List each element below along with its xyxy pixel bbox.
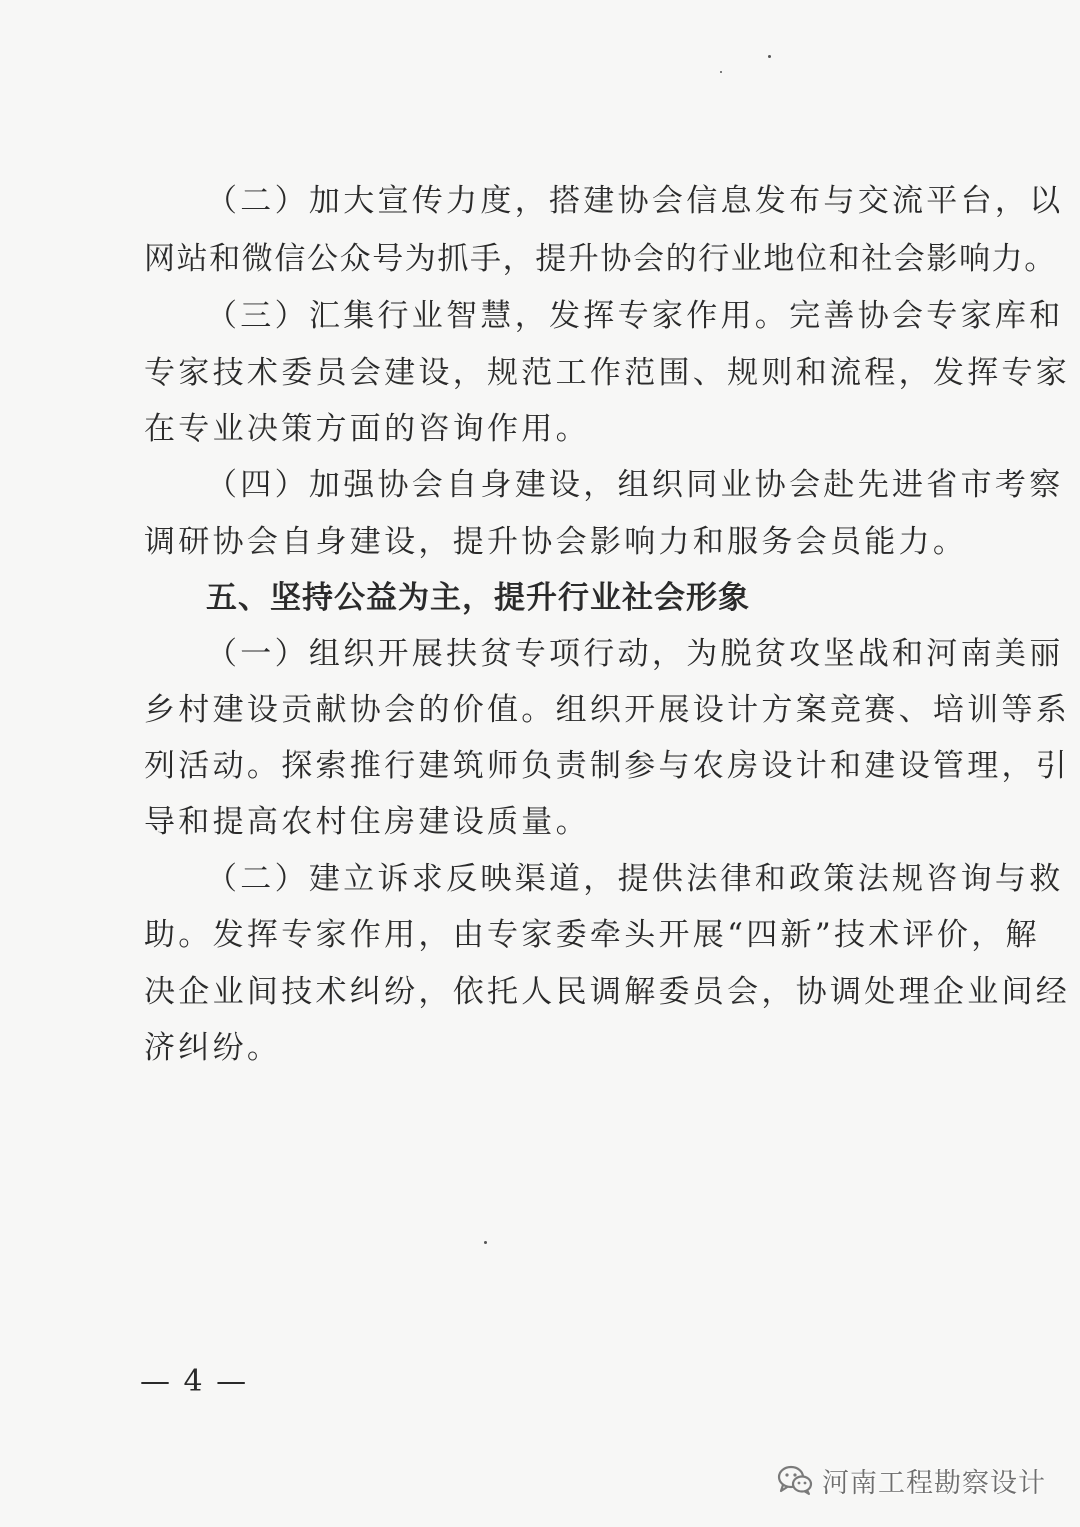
- scan-speck: [484, 1241, 487, 1244]
- section-heading: 五、坚持公益为主，提升行业社会形象: [206, 580, 750, 616]
- paragraph-line: 在专业决策方面的咨询作用。: [144, 411, 590, 447]
- paragraph-line: 列活动。探索推行建筑师负责制参与农房设计和建设管理，引: [144, 748, 1071, 784]
- page-number: — 4 —: [140, 1364, 249, 1399]
- paragraph-line: （二）建立诉求反映渠道，提供法律和政策法规咨询与救: [206, 861, 1064, 897]
- watermark-text: 河南工程勘察设计: [822, 1467, 1046, 1499]
- scan-speck: [768, 55, 771, 58]
- paragraph-line: 网站和微信公众号为抓手，提升协会的行业地位和社会影响力。: [144, 241, 1057, 277]
- watermark: [776, 1460, 1046, 1500]
- paragraph-line: 济纠纷。: [144, 1030, 282, 1066]
- paragraph-line: 专家技术委员会建设，规范工作范围、规则和流程，发挥专家: [144, 355, 1071, 391]
- paragraph-line: （四）加强协会自身建设，组织同业协会赴先进省市考察: [206, 467, 1064, 503]
- paragraph-line: 助。发挥专家作用，由专家委牵头开展“四新”技术评价，解: [144, 917, 1040, 953]
- paragraph-line: （一）组织开展扶贫专项行动，为脱贫攻坚战和河南美丽: [206, 636, 1064, 672]
- paragraph-line: 导和提高农村住房建设质量。: [144, 804, 590, 840]
- wechat-icon: [776, 1464, 814, 1496]
- paragraph-line: 决企业间技术纠纷，依托人民调解委员会，协调处理企业间经: [144, 974, 1071, 1010]
- paragraph-line: （三）汇集行业智慧，发挥专家作用。完善协会专家库和: [206, 298, 1064, 334]
- paragraph-line: （二）加大宣传力度，搭建协会信息发布与交流平台，以: [206, 183, 1064, 219]
- paragraph-line: 乡村建设贡献协会的价值。组织开展设计方案竞赛、培训等系: [144, 692, 1071, 728]
- scan-speck: [720, 71, 722, 73]
- paragraph-line: 调研协会自身建设，提升协会影响力和服务会员能力。: [144, 524, 968, 560]
